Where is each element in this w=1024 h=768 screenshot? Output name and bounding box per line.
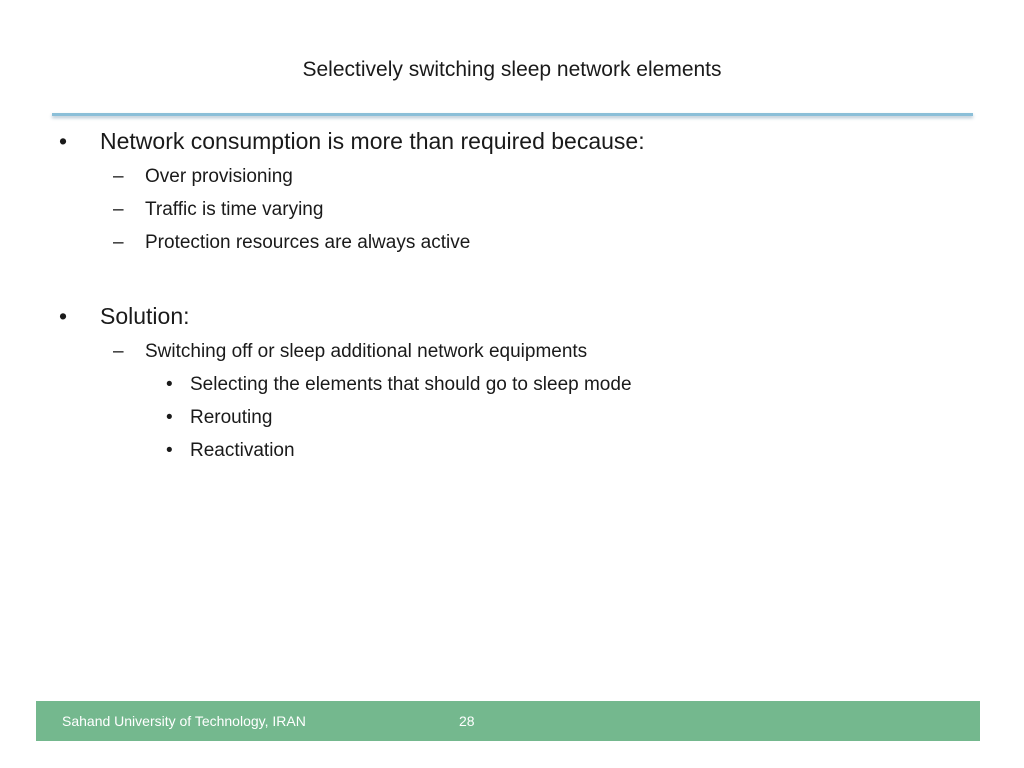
sub-sub-bullet-text: Reactivation — [190, 440, 295, 461]
sub-bullet-item — [0, 195, 1024, 228]
sub-bullet-item — [0, 228, 1024, 261]
slide-title: Selectively switching sleep network elements — [302, 58, 722, 81]
sub-bullet-text: Traffic is time varying — [145, 199, 324, 220]
bullet-item — [0, 301, 1024, 337]
sub-bullet-text: Over provisioning — [145, 166, 293, 187]
dash-marker: – — [113, 341, 124, 362]
sub-sub-bullet-item — [0, 403, 1024, 436]
sub-bullet-item — [0, 162, 1024, 195]
page-number: 28 — [459, 713, 475, 729]
sub-sub-bullet-text: Rerouting — [190, 407, 273, 428]
bullet-marker: • — [166, 374, 173, 395]
sub-bullet-text: Protection resources are always active — [145, 232, 471, 253]
bullet-marker: • — [166, 440, 173, 461]
dash-marker: – — [113, 166, 124, 187]
bullet-marker: • — [59, 128, 68, 154]
sub-sub-bullet-item — [0, 370, 1024, 403]
bullet-list — [0, 126, 1024, 469]
bullet-marker: • — [59, 303, 68, 329]
dash-marker: – — [113, 199, 124, 220]
bullet-text: Solution: — [100, 303, 190, 329]
bullet-item — [0, 126, 1024, 162]
sub-sub-bullet-item — [0, 436, 1024, 469]
sub-bullet-item — [0, 337, 1024, 370]
sub-sub-bullet-text: Selecting the elements that should go to sleep mode — [190, 374, 632, 395]
title-divider — [52, 113, 973, 116]
bullet-marker: • — [166, 407, 173, 428]
sub-bullet-text: Switching off or sleep additional network equipments — [145, 341, 588, 362]
dash-marker: – — [113, 232, 124, 253]
footer-organization: Sahand University of Technology, IRAN — [62, 713, 306, 729]
bullet-text: Network consumption is more than required because: — [100, 128, 645, 154]
footer-bar — [36, 701, 980, 741]
spacer — [0, 261, 1024, 301]
